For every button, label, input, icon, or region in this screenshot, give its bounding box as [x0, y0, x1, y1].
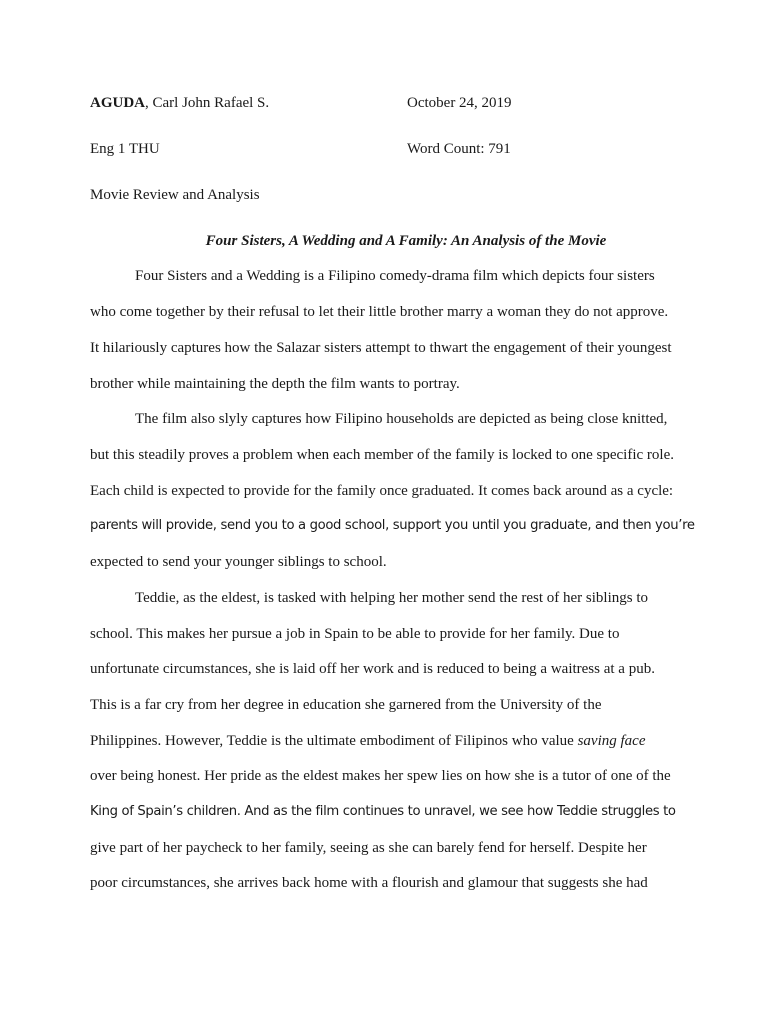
paragraph-3-line-1: Teddie, as the eldest, is tasked with helping her mother send the rest of her siblings to [135, 590, 649, 606]
paragraph-3-line-5 [90, 732, 646, 750]
paragraph-3-line-9: poor circumstances, she arrives back home with a flourish and glamour that suggests she had [90, 875, 648, 891]
emphasis-saving-face: saving face [577, 733, 646, 749]
paragraph-3-line-3: unfortunate circumstances, she is laid off her work and is reduced to being a waitress at a pub. [90, 661, 655, 677]
paragraph-3-line-6: over being honest. Her pride as the eldest makes her spew lies on how she is a tutor of one of the [90, 768, 671, 784]
course-label: Eng 1 THU [90, 141, 160, 157]
author-surname: AGUDA [90, 95, 145, 111]
assignment-label: Movie Review and Analysis [90, 187, 260, 203]
paragraph-3-line-5-text: Philippines. However, Teddie is the ultimate embodiment of Filipinos who value [90, 733, 578, 749]
paragraph-2-line-5: expected to send your younger siblings to school. [90, 554, 387, 570]
author-name [90, 94, 269, 112]
word-count: Word Count: 791 [407, 141, 511, 157]
paragraph-1-line-2: who come together by their refusal to let their little brother marry a woman they do not approve. [90, 304, 669, 320]
paragraph-1-line-3: It hilariously captures how the Salazar sisters attempt to thwart the engagement of their youngest [90, 340, 672, 356]
paragraph-2-line-2: but this steadily proves a problem when each member of the family is locked to one specific role. [90, 447, 674, 463]
paragraph-3-line-2: school. This makes her pursue a job in Spain to be able to provide for her family. Due to [90, 626, 620, 642]
paragraph-2-line-3: Each child is expected to provide for the family once graduated. It comes back around as a cycle: [90, 483, 674, 499]
paragraph-3-line-4: This is a far cry from her degree in education she garnered from the University of the [90, 697, 602, 713]
paragraph-2-line-1: The film also slyly captures how Filipino households are depicted as being close knitted, [135, 411, 668, 427]
paragraph-1-line-1: Four Sisters and a Wedding is a Filipino comedy-drama film which depicts four sisters [135, 268, 655, 284]
paragraph-3-line-8: give part of her paycheck to her family, seeing as she can barely fend for herself. Despite her [90, 840, 647, 856]
document-title: Four Sisters, A Wedding and A Family: An Analysis of the Movie [205, 233, 607, 249]
submission-date: October 24, 2019 [407, 95, 512, 111]
author-given-names: , Carl John Rafael S. [145, 95, 270, 111]
paragraph-3-line-7: King of Spain’s children. And as the film continues to unravel, we see how Teddie struggles to [90, 804, 676, 819]
paragraph-1-line-4: brother while maintaining the depth the film wants to portray. [90, 376, 460, 392]
paragraph-2-line-4: parents will provide, send you to a good school, support you until you graduate, and then you’re [90, 518, 695, 533]
